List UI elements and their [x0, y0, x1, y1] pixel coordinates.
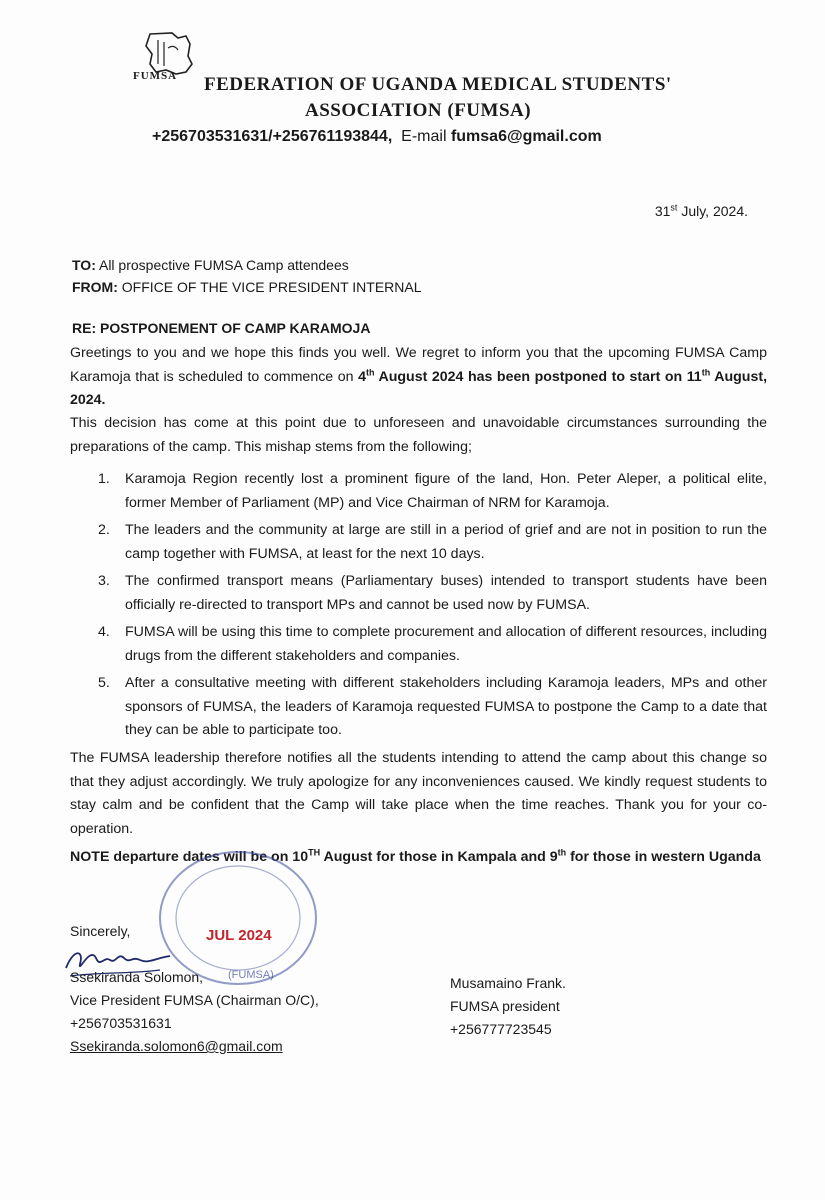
list-item: 4. FUMSA will be using this time to complete procurement and allocation of different resources, including drugs from the different stakeholders and companies.	[98, 624, 767, 664]
list-item: 5. After a consultative meeting with different stakeholders including Karamoja leaders, MPs and other sponsors of FUMSA, the leaders of Karamoja requested FUMSA to postpone the Camp to a date that they can be able to participate too.	[98, 675, 767, 738]
paragraph-reason-intro: This decision has come at this point due to unforeseen and unavoidable circumstances surrounding the preparations of the camp. This mishap stems from the following;	[70, 415, 767, 455]
subject-line: RE: POSTPONEMENT OF CAMP KARAMOJA	[72, 320, 371, 336]
signatory-left	[70, 920, 319, 1058]
president-phone: +256777723545	[450, 1021, 552, 1037]
reasons-list	[70, 468, 767, 747]
list-item: 3. The confirmed transport means (Parliamentary buses) intended to transport students have been officially re-directed to transport MPs and cannot be used now by FUMSA.	[98, 573, 767, 613]
closing: Sincerely,	[70, 923, 131, 939]
paragraph-notice: The FUMSA leadership therefore notifies all the students intending to attend the camp about this change so that they adjust accordingly. We truly apologize for any inconveniences caused. We kindly request students to stay calm and be confident that the Camp will take place when the time reaches. Thank you for your co-operation.	[70, 750, 767, 837]
signatory-phone: +256703531631	[70, 1015, 172, 1031]
phone-numbers: +256703531631/+256761193844,	[152, 128, 393, 145]
paragraph-intro: Greetings to you and we hope this finds you well. We regret to inform you that the upcoming FUMSA Camp Karamoja that is scheduled to commence on 4th August 2024 has been postponed to start on 11th August, 2024.	[70, 345, 768, 408]
email-address: fumsa6@gmail.com	[450, 128, 602, 145]
letterhead-contacts	[152, 128, 602, 146]
list-item: 1. Karamoja Region recently lost a prominent figure of the land, Hon. Peter Aleper, a political elite, former Member of Parliament (MP) and Vice Chairman of NRM for Karamoja.	[98, 471, 767, 511]
president-title: FUMSA president	[450, 998, 560, 1014]
stamp-ring-text: (FUMSA)	[228, 969, 274, 981]
fumsa-map-logo	[128, 30, 208, 94]
logo-text: FUMSA	[133, 70, 178, 82]
stamp-date: JUL 2024	[206, 927, 272, 944]
org-name-line2: ASSOCIATION (FUMSA)	[305, 100, 532, 121]
from-line: FROM: OFFICE OF THE VICE PRESIDENT INTERNAL	[72, 279, 422, 295]
list-item: 2. The leaders and the community at large are still in a period of grief and are not in position to run the camp together with FUMSA, at least for the next 10 days.	[98, 522, 767, 562]
signatory-right	[450, 972, 566, 1041]
to-line: TO: All prospective FUMSA Camp attendees	[72, 257, 349, 273]
signatory-title: Vice President FUMSA (Chairman O/C),	[70, 992, 319, 1008]
org-name-line1: FEDERATION OF UGANDA MEDICAL STUDENTS'	[204, 74, 672, 95]
president-name: Musamaino Frank.	[450, 975, 566, 991]
email-label: E-mail	[401, 128, 447, 145]
letter-date: 31st July, 2024.	[654, 202, 748, 219]
signatory-name: Ssekiranda Solomon,	[70, 969, 204, 985]
signatory-email-link[interactable]: Ssekiranda.solomon6@gmail.com	[70, 1038, 283, 1054]
departure-note: NOTE departure dates will be on 10TH August for those in Kampala and 9th for those in western Uganda	[70, 847, 761, 865]
